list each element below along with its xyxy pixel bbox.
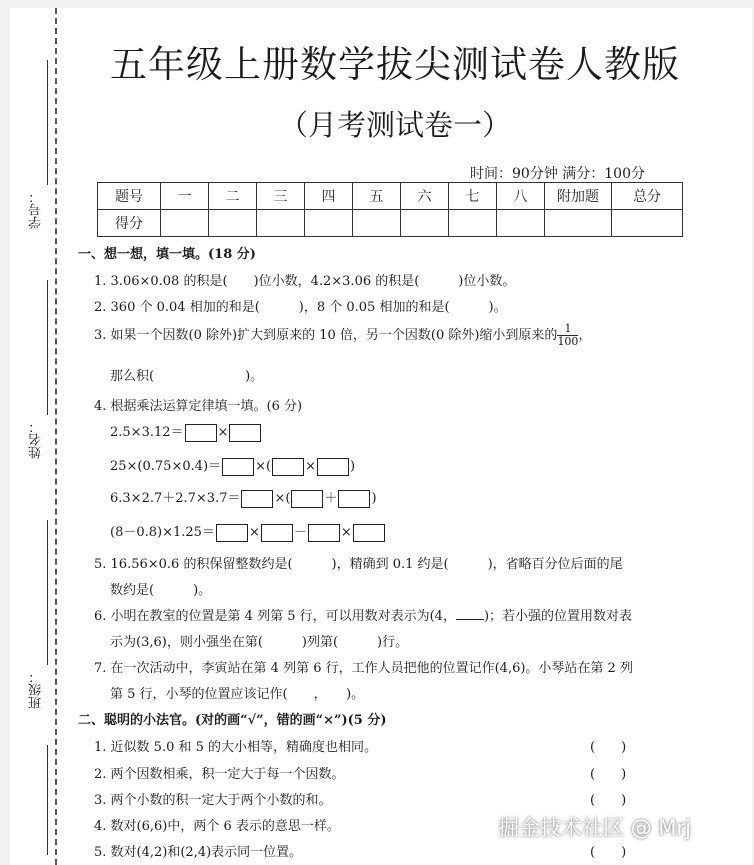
equation-2 bbox=[110, 455, 355, 476]
answer-box[interactable] bbox=[317, 458, 349, 476]
question-6a-text: 6. 小明在教室的位置是第 4 列第 5 行，可以用数对表示为(4， bbox=[94, 609, 456, 624]
time-info: 时间：90分钟 满分：100分 bbox=[470, 166, 645, 182]
left-paren: ( bbox=[285, 491, 291, 506]
score-cell: 一 bbox=[161, 183, 209, 210]
question-7a: 7. 在一次活动中，李寅站在第 4 列第 6 行，工作人员把他的位置记作(4,6)。小琴站在第 2 列 bbox=[94, 661, 633, 676]
equation-4-text: (8－0.8)×1.25＝ bbox=[110, 525, 215, 540]
section1-heading: 一、想一想，填一填。(18 分) bbox=[78, 247, 256, 262]
equation-1 bbox=[110, 421, 262, 442]
question-3a-tail: ， bbox=[578, 328, 592, 343]
page-title: 五年级上册数学拔尖测试卷人教版 bbox=[110, 43, 680, 86]
score-input[interactable] bbox=[305, 210, 353, 237]
question-5a: 5. 16.56×0.6 的积保留整数约是( )，精确到 0.1 约是( )，省略百分位后面的尾 bbox=[94, 557, 623, 572]
bottom-line bbox=[47, 745, 48, 855]
class-label: 班级： bbox=[29, 670, 44, 709]
name-line bbox=[47, 280, 48, 415]
question-4: 4. 根据乘法运算定律填一填。(6 分) bbox=[94, 399, 303, 414]
answer-box[interactable] bbox=[338, 490, 370, 508]
answer-box[interactable] bbox=[353, 524, 385, 542]
question-6b: 示为(3,6)，则小强坐在第( )列第( )行。 bbox=[110, 635, 409, 650]
answer-box[interactable] bbox=[241, 490, 273, 508]
fraction-1-100 bbox=[557, 323, 578, 348]
score-input[interactable] bbox=[545, 210, 612, 237]
score-cell: 附加题 bbox=[545, 183, 612, 210]
left-paren: ( bbox=[266, 459, 272, 474]
answer-box[interactable] bbox=[272, 458, 304, 476]
judge-item-5: 5. 数对(4,2)和(2,4)表示同一位置。 bbox=[94, 845, 303, 860]
question-2: 2. 360 个 0.04 相加的和是( )，8 个 0.05 相加的和是( )。 bbox=[94, 300, 507, 315]
score-cell: 总分 bbox=[612, 183, 683, 210]
judge-answer-paren[interactable]: ( ) bbox=[590, 845, 627, 860]
fraction-numerator: 1 bbox=[557, 323, 578, 336]
answer-box[interactable] bbox=[261, 524, 293, 542]
question-3a-text: 3. 如果一个因数(0 除外)扩大到原来的 10 倍，另一个因数(0 除外)缩小到原来的 bbox=[94, 328, 558, 343]
equation-3-text: 6.3×2.7＋2.7×3.7＝ bbox=[110, 491, 241, 506]
score-input[interactable] bbox=[353, 210, 401, 237]
answer-box[interactable] bbox=[308, 524, 340, 542]
answer-blank[interactable] bbox=[456, 619, 484, 620]
score-input[interactable] bbox=[209, 210, 257, 237]
judge-item-3: 3. 两个小数的积一定大于两个小数的和。 bbox=[94, 793, 332, 808]
score-header-row bbox=[98, 183, 683, 210]
score-cell: 三 bbox=[257, 183, 305, 210]
score-cell: 七 bbox=[449, 183, 497, 210]
score-cell: 题号 bbox=[98, 183, 161, 210]
judge-item-1: 1. 近似数 5.0 和 5 的大小相等，精确度也相同。 bbox=[94, 740, 378, 755]
question-7b: 第 5 行，小琴的位置应该记作( ， )。 bbox=[110, 687, 365, 702]
binding-line bbox=[55, 8, 57, 865]
judge-answer-paren[interactable]: ( ) bbox=[590, 767, 627, 782]
minus-sign: － bbox=[293, 525, 307, 540]
answer-box[interactable] bbox=[185, 424, 217, 442]
score-cell: 四 bbox=[305, 183, 353, 210]
question-5b: 数约是( )。 bbox=[110, 583, 212, 598]
side-class bbox=[15, 520, 45, 720]
fraction-denominator: 100 bbox=[557, 335, 579, 348]
times-sign: × bbox=[274, 491, 286, 506]
times-sign: × bbox=[255, 459, 266, 474]
section2-heading: 二、聪明的小法官。(对的画“√”，错的画“×”)(5 分) bbox=[78, 713, 387, 728]
question-3b: 那么积( )。 bbox=[110, 369, 264, 384]
question-3a bbox=[94, 323, 591, 348]
equation-3 bbox=[110, 487, 377, 508]
student-id-label: 学号： bbox=[29, 190, 44, 229]
score-table bbox=[97, 182, 683, 237]
plus-sign: ＋ bbox=[324, 491, 338, 506]
times-sign: × bbox=[217, 425, 229, 440]
answer-box[interactable] bbox=[229, 424, 261, 442]
score-cell: 五 bbox=[353, 183, 401, 210]
page-subtitle: （月考测试卷一） bbox=[278, 108, 511, 142]
right-paren: ) bbox=[371, 491, 377, 506]
score-cell: 六 bbox=[401, 183, 449, 210]
judge-item-4: 4. 数对(6,6)中，两个 6 表示的意思一样。 bbox=[94, 819, 340, 834]
score-input[interactable] bbox=[401, 210, 449, 237]
score-input[interactable] bbox=[161, 210, 209, 237]
name-label: 姓名： bbox=[29, 420, 44, 459]
question-6a-tail: )；若小强的位置用数对表 bbox=[483, 609, 633, 624]
answer-box[interactable] bbox=[291, 490, 323, 508]
score-cell: 八 bbox=[497, 183, 545, 210]
times-sign: × bbox=[248, 525, 260, 540]
times-sign: × bbox=[305, 459, 316, 474]
score-row-label: 得分 bbox=[98, 210, 161, 237]
side-student-id bbox=[15, 60, 45, 240]
score-cell: 二 bbox=[209, 183, 257, 210]
equation-2-text: 25×(0.75×0.4)＝ bbox=[110, 459, 222, 474]
watermark: 掘金技术社区 @ Mrj bbox=[498, 816, 691, 840]
answer-box[interactable] bbox=[222, 458, 254, 476]
question-6a bbox=[94, 605, 632, 624]
score-input[interactable] bbox=[449, 210, 497, 237]
right-paren: ) bbox=[349, 459, 356, 474]
answer-box[interactable] bbox=[216, 524, 248, 542]
equation-4 bbox=[110, 521, 386, 542]
class-line bbox=[47, 520, 48, 665]
student-id-line bbox=[47, 60, 48, 185]
score-input[interactable] bbox=[612, 210, 683, 237]
question-1: 1. 3.06×0.08 的积是( )位小数，4.2×3.06 的积是( )位小数。 bbox=[94, 274, 516, 289]
score-input[interactable] bbox=[497, 210, 545, 237]
judge-answer-paren[interactable]: ( ) bbox=[590, 740, 627, 755]
side-name bbox=[15, 280, 45, 480]
side-bottom-line bbox=[15, 745, 45, 855]
times-sign: × bbox=[340, 525, 352, 540]
judge-answer-paren[interactable]: ( ) bbox=[590, 793, 627, 808]
equation-1-text: 2.5×3.12＝ bbox=[110, 425, 184, 440]
judge-item-2: 2. 两个因数相乘，积一定大于每一个因数。 bbox=[94, 767, 345, 782]
score-value-row bbox=[98, 210, 683, 237]
score-input[interactable] bbox=[257, 210, 305, 237]
